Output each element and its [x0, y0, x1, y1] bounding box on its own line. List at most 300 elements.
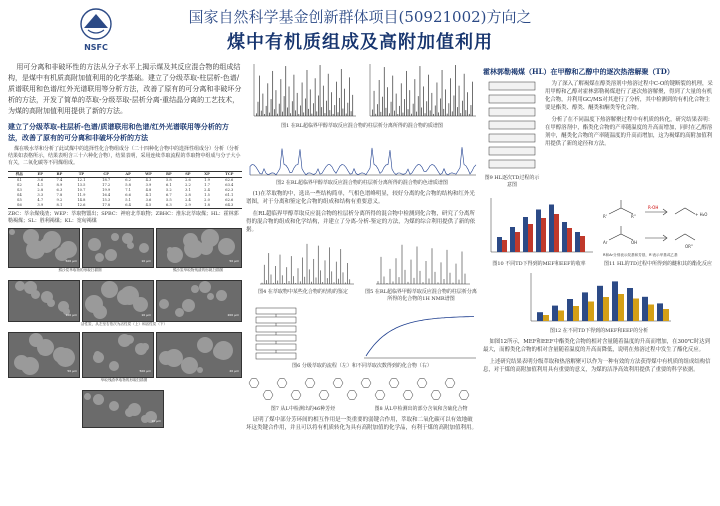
spectrum-peak — [287, 107, 288, 116]
table-cell: 12.6 — [69, 203, 94, 209]
spectrum-peak — [318, 96, 319, 116]
table-cell: 7.4 — [56, 178, 63, 182]
spectrum-peak — [330, 110, 331, 116]
spectrum-peak — [425, 113, 426, 116]
hexagon-ring — [431, 391, 441, 400]
spectrum-peak — [466, 110, 467, 116]
flow-box — [256, 335, 296, 341]
fig9-step-box — [489, 147, 535, 155]
spectrum-peak — [321, 107, 322, 116]
chem-label-oh: OH — [631, 240, 638, 245]
spectrum-peak — [302, 82, 303, 116]
fig10-bar-mef — [562, 222, 567, 252]
sem-particle — [9, 229, 15, 235]
spectrum-peak — [351, 111, 352, 116]
table-cell: S3 — [16, 188, 22, 192]
fig9-flow-diagram — [483, 80, 541, 172]
chem-label-h2o: + H₂O — [695, 212, 708, 217]
fig12-bar-a — [537, 312, 543, 321]
spectrum-peak — [381, 112, 382, 116]
right-text3: 如图12所示，MEF和EEF中酯类化合物的相对含量随着温度的升高而增加，在300℃时达到最大，而醇类化合物的相对含量随着温度的升高而降低，说明在热溶过程中发生了酯化反应。 — [483, 339, 710, 353]
sem-particle — [199, 281, 211, 293]
fig3b-nmr — [372, 238, 472, 288]
spectrum-peak — [394, 111, 395, 116]
table-cell: 6.3 — [159, 203, 178, 209]
fig12-bar-a — [567, 299, 573, 321]
table-cell: 4.1 — [37, 183, 44, 187]
spectrum-peak — [440, 99, 441, 116]
fig12-bar-a — [582, 292, 588, 321]
table-cell: 10.7 — [77, 188, 86, 192]
table-cell: 62.6 — [225, 178, 234, 182]
sem-particle — [175, 308, 184, 317]
sem-particle — [15, 281, 25, 291]
fig12-bar-a — [597, 286, 603, 321]
hexagon-ring — [291, 391, 301, 400]
flow-box — [256, 317, 296, 323]
right-text1-wrap — [545, 80, 715, 152]
sem-particle — [181, 357, 198, 374]
spectrum-peak — [377, 104, 378, 116]
fig10-bar-mef — [523, 217, 528, 252]
right-text1: 为了深入了解褐煤在醇类溶剂中热溶过程中C-O的键断裂的机理，采用甲醇和乙醇对霍林郭勒褐煤进行了逐次热溶解聚，得到了大量的有机化合物，并利用GC/MS对其进行了分析，其中检测到的有机化合物主要是酯类、醇类、醚类和酮类等化合物。 — [545, 81, 713, 111]
fig9-step-box — [489, 134, 535, 142]
chem-label-r1: R' — [603, 214, 607, 219]
section-title-left: 建立了分级萃取-柱层析-色谱/质谱联用和色谱/红外光谱联用等分析的方法，改善了原有的可分离和非破坏分析的方法 — [8, 122, 229, 142]
fig12-bar-chart — [523, 271, 673, 325]
spectrum-peak — [289, 86, 290, 116]
table-cell: 5.8 — [165, 178, 172, 182]
fig10-11-captions — [483, 260, 715, 271]
sem-scale-label: 10 μm — [151, 419, 161, 423]
table-header-cell: EP — [31, 172, 50, 178]
sem-particle — [95, 253, 104, 262]
fig12-bar-a — [627, 288, 633, 321]
table-cell: 8.1 — [50, 203, 69, 209]
table-cell: 6.4 — [119, 203, 138, 209]
table-cell: 5.5 — [165, 198, 172, 202]
sem-particle — [101, 281, 118, 298]
spectrum-peak — [403, 113, 404, 116]
sem-particle — [139, 243, 149, 253]
spectrum-peak — [305, 99, 306, 116]
spectrum-peak — [372, 110, 373, 116]
sem-particle — [167, 247, 183, 263]
spectrum-peak — [297, 93, 298, 116]
sem-particle — [109, 361, 119, 371]
fig12-caption: 图12 在不同TD下得到的MEF和EEF的分析 — [549, 328, 649, 334]
spectrum-peak — [387, 87, 388, 116]
fig6-row — [246, 306, 478, 362]
sem-image — [82, 280, 154, 322]
spectrum-peak — [315, 78, 316, 116]
fig10-caption: 图10 不同TD下得到的MEF和EEF的收率 — [492, 261, 586, 267]
fig9-step-box — [489, 95, 535, 103]
spectrum-peak — [352, 95, 353, 116]
sem-particle — [93, 394, 104, 405]
sem-scale-label: 100 μm — [65, 313, 77, 317]
sem-particle — [125, 408, 134, 417]
column-right — [483, 62, 715, 378]
table-cell: 1.5 — [204, 193, 210, 197]
fig6-flowchart — [246, 306, 478, 362]
table-cell: 62.6 — [225, 198, 234, 202]
fig4-5-captions — [246, 288, 478, 306]
sem-image — [8, 280, 80, 322]
sem-particle — [199, 241, 213, 255]
spectrum-peak — [415, 79, 416, 116]
poster-subtitle: 煤中有机质组成及高附加值利用 — [227, 32, 493, 53]
sem-particle — [133, 297, 148, 312]
spectrum-peak — [298, 114, 299, 116]
table-cell: 18.7 — [102, 178, 111, 182]
spectrum-peak — [374, 91, 375, 116]
spectrum-peak — [437, 82, 438, 116]
fig12-bar-a — [612, 281, 618, 321]
sem-particle — [14, 355, 29, 370]
table-cell: 7.1 — [125, 188, 131, 192]
middle-text1: (1)在萃取物的中，选出一些结构简单，气相色谱峰明显，较好分离的化合物的结构和红外光谱图，对于分离和鉴定化合物的组成和结构有重要意义。 — [246, 191, 475, 205]
table-cell: 5.1 — [125, 198, 131, 202]
spectrum-peak — [347, 103, 348, 116]
sem-particle — [213, 344, 228, 359]
spectrum-peak — [300, 105, 301, 116]
table-cell: 5.8 — [125, 183, 131, 187]
spectrum-peak — [432, 93, 433, 116]
table-cell: 3.3 — [37, 193, 44, 197]
table-cell: 6.7 — [165, 193, 172, 197]
sem-image — [82, 332, 154, 378]
spectrum-peak — [256, 113, 257, 116]
spectrum-peak — [308, 109, 309, 116]
spectrum-peak — [331, 92, 332, 116]
spectrum-peak — [258, 102, 259, 116]
sem-caption: 活性炭，从左至右依次为活性炭（上）和活性炭（下） — [80, 322, 168, 326]
spectrum-peak — [423, 86, 424, 116]
fig12-bar-a — [657, 303, 663, 321]
spectrum-peak — [307, 70, 308, 116]
spectrum-peak — [386, 108, 387, 116]
sem-particle — [141, 343, 149, 351]
table-cell: S1 — [16, 178, 22, 182]
hexagon-ring — [333, 379, 343, 388]
sem-particle — [141, 415, 149, 423]
table-cell: 1.7 — [204, 183, 210, 187]
sem-particle — [159, 351, 173, 365]
fig10-bar-eef — [515, 232, 520, 252]
sem-image — [82, 228, 154, 268]
hexagon-ring — [305, 379, 315, 388]
sem-image — [82, 390, 164, 428]
table-cell: 11.9 — [77, 193, 86, 197]
sem-scale-label: 50 μm — [229, 259, 239, 263]
table-header-cell: TCP — [217, 172, 242, 178]
right-text2: 分析了在不同温度下热溶解聚过程中有机质的转化，研究结果表明：在甲醇溶剂中，酯类化合物的产率随温度的升高而增加，同时在乙醇溶剂中，醚类化合物的产率随温度的升高而增加，这为褐煤的高附加值利用提供了新的途径和方法。 — [545, 117, 714, 147]
table-cell: 3.9 — [145, 183, 152, 187]
table-cell: 17.8 — [94, 203, 119, 209]
spectrum-peak — [333, 114, 334, 116]
fig12-bar-b — [648, 305, 654, 322]
spectrum-peak — [281, 79, 282, 116]
table-cell: S5 — [16, 198, 22, 202]
fig10-bar-mef — [536, 210, 541, 253]
fig6-curve — [366, 317, 474, 357]
table-cell: 4.5 — [138, 203, 160, 209]
spectrum-peak — [336, 82, 337, 116]
fig12-bar-b — [543, 315, 549, 321]
spectrum-peak — [349, 77, 350, 116]
fig9-block — [483, 80, 715, 196]
spectrum-peak — [344, 89, 345, 116]
spectrum-peak — [416, 112, 417, 116]
table-cell: 2.4 — [204, 188, 210, 192]
fig9-caption: 图9 HL逐次TD过程的示意图 — [484, 175, 540, 188]
sem-scale-label: 500 μm — [139, 369, 151, 373]
middle-text3: 证明了煤中部分芳环间的相互作用是一类重要的弱键合作用，萃取和二氧化碳可以有效地破坏这类键合作用，并且可以将有机质转化为具有高附加值的化学品，有利于煤的高附加值利用。 — [246, 417, 478, 431]
sem-particle — [39, 238, 54, 253]
table-cell: 13.5 — [77, 183, 86, 187]
spectrum-peak — [384, 67, 385, 116]
spectrum-peak — [426, 101, 427, 116]
fig9-step-box — [489, 108, 535, 116]
spectrum-peak — [411, 114, 412, 116]
sem-image — [156, 332, 242, 378]
hexagon-ring — [417, 379, 427, 388]
spectrum-peak — [392, 76, 393, 116]
fig10-bar-mef — [510, 227, 515, 252]
flow-box — [256, 308, 296, 314]
chem-label-or: OR'' — [685, 244, 694, 249]
table-header-cell: RP — [159, 172, 178, 178]
column-middle — [246, 62, 478, 436]
spectrum-peak — [323, 86, 324, 116]
sem-caption: 熊沙炭萃取物的形貌扫描图 — [58, 268, 102, 272]
spectrum-peak — [399, 106, 400, 116]
table-cell: 6.1 — [165, 183, 172, 187]
sem-scale-label: 20 μm — [229, 369, 239, 373]
spectrum-peak — [454, 96, 455, 116]
table-cell: 2.2 — [185, 183, 191, 187]
spectrum-peak — [421, 107, 422, 116]
spectrum-peak — [282, 112, 283, 116]
fig3-row — [246, 238, 478, 288]
fig7-8-captions — [246, 405, 478, 416]
spectrum-peak — [267, 83, 268, 116]
fig1b-bar-spectrum — [362, 62, 478, 122]
fig12-bar-a — [552, 306, 558, 321]
hexagon-ring — [389, 379, 399, 388]
poster-title: 国家自然科学基金创新群体项目(50921002)方向之 — [188, 8, 532, 26]
spectrum-peak — [343, 109, 344, 116]
table-cell: 64.3 — [217, 203, 242, 209]
table-cell: 15.3 — [102, 198, 111, 202]
logo-text: NSFC — [84, 43, 108, 52]
sem-particle — [29, 333, 43, 347]
hexagon-ring — [459, 391, 469, 400]
sem-figure-grid — [8, 228, 242, 430]
middle-text2: 在RL超临界甲醇萃取反应混合物的柱层析分离所得的混合物中检测到化合物，研究了分离所得的混合物的组成和化学结构，并建立了分离-分析-鉴定的方法，为煤的综合利用提供了新的依据。 — [246, 211, 476, 233]
sem-particle — [53, 347, 69, 363]
sem-particle — [93, 305, 107, 319]
spectrum-peak — [312, 114, 313, 116]
hexagon-ring — [375, 391, 385, 400]
sem-scale-label: 200 μm — [227, 313, 239, 317]
fig4-caption: 图4 在萃取物中某些化合物的结构的鉴定 — [258, 289, 348, 295]
sem-scale-label: 10 μm — [141, 259, 151, 263]
sem-particle — [218, 238, 235, 255]
spectrum-peak — [445, 89, 446, 116]
fig12-bar-a — [642, 297, 648, 321]
table-cell: 3.9 — [31, 203, 50, 209]
table-cell: 2.8 — [185, 193, 191, 197]
spectrum-peak — [266, 106, 267, 116]
table-cell: 17.2 — [102, 183, 111, 187]
sem-image — [156, 280, 242, 322]
spectrum-peak — [328, 74, 329, 116]
fig10-bar-eef — [580, 236, 585, 252]
spectrum-peak — [435, 105, 436, 116]
spectrum-peak — [398, 114, 399, 116]
fig10-bar-mef — [575, 232, 580, 252]
spectrum-peak — [404, 99, 405, 116]
table-cell: 4.1 — [145, 193, 152, 197]
sem-caption: 熊沙炭萃取物残渣的形貌扫描图 — [172, 268, 224, 272]
spectrum-peak — [413, 104, 414, 116]
fig1-row — [246, 62, 478, 122]
spectrum-peak — [320, 65, 321, 116]
table-cell: 61.1 — [225, 193, 234, 197]
spectrum-peak — [261, 111, 262, 116]
table-cell: 2.9 — [178, 203, 197, 209]
fig1-caption: 图1 在RL超临界甲醇萃取反应混合物的柱层析分离所得的混合物的质谱图 — [281, 123, 443, 129]
sem-particle — [117, 289, 133, 305]
fig10-bar-eef — [541, 218, 546, 252]
table-cell: S2 — [16, 183, 22, 187]
spectrum-peak — [375, 114, 376, 116]
sem-particle — [127, 242, 134, 249]
table-cell: 12.1 — [77, 178, 86, 182]
spectrum-peak — [285, 66, 286, 116]
spectrum-peak — [418, 96, 419, 116]
hexagon-ring — [445, 379, 455, 388]
spectrum-peak — [462, 101, 463, 116]
hexagon-ring — [263, 391, 273, 400]
fig12-bar-b — [573, 306, 579, 321]
spectrum-peak — [303, 112, 304, 116]
hexagon-ring — [319, 391, 329, 400]
table-row — [8, 203, 242, 209]
fig8-caption: 图8 从L中检测出的部分含氧和含硫化合物 — [374, 406, 468, 412]
spectrum-peak — [389, 113, 390, 116]
spectrum-peak — [269, 113, 270, 116]
table-cell: 1.9 — [204, 178, 210, 182]
spectrum-peak — [443, 109, 444, 116]
table-cell: 2.0 — [204, 198, 210, 202]
table-header-cell: BP — [50, 172, 69, 178]
hexagon-ring — [277, 379, 287, 388]
hexagon-ring — [361, 379, 371, 388]
sem-particle — [183, 233, 198, 248]
spectrum-peak — [460, 113, 461, 116]
spectrum-peak — [420, 66, 421, 116]
table-header-cell: TP — [69, 172, 94, 178]
fig12-bar-b — [588, 302, 594, 322]
spectrum-peak — [464, 74, 465, 116]
sem-particle — [88, 238, 101, 251]
sem-particle — [84, 393, 91, 400]
spectrum-peak — [294, 75, 295, 116]
table-cell: 14.8 — [77, 198, 86, 202]
table-cell: 4.3 — [145, 178, 152, 182]
spectrum-peak — [452, 111, 453, 116]
spectrum-peak — [326, 101, 327, 116]
spectrum-peak — [263, 94, 264, 116]
table-header-cell: XP — [197, 172, 216, 178]
table-cell: 5.2 — [165, 188, 172, 192]
spectrum-peak — [428, 75, 429, 116]
spectrum-peak — [442, 70, 443, 116]
spectrum-peak — [438, 112, 439, 116]
table-cell: 9.2 — [56, 198, 63, 202]
fig9-step-box — [489, 121, 535, 129]
spectrum-peak — [379, 80, 380, 116]
fig7-8-row — [246, 373, 478, 405]
fig10-bar-eef — [502, 240, 507, 252]
table-cell: 63.4 — [225, 183, 234, 187]
sem-image — [156, 228, 242, 268]
flow-box — [256, 344, 296, 350]
sem-particle — [125, 335, 134, 344]
hexagon-ring — [347, 391, 357, 400]
table-header-cell: WP — [138, 172, 160, 178]
fig12-block — [483, 271, 715, 327]
sem-particle — [105, 249, 117, 261]
spectrum-peak — [271, 99, 272, 116]
spectrum-peak — [449, 103, 450, 116]
section-title-right: 霍林郭勒褐煤（HL）在甲醇和乙醇中的逐次热溶解聚（TD） — [483, 67, 674, 76]
flow-box — [256, 326, 296, 332]
spectrum-peak — [467, 92, 468, 116]
spectrum-peak — [455, 65, 456, 116]
sem-particle — [111, 233, 119, 241]
spectrum-peak — [284, 96, 285, 116]
spectrum-peak — [457, 107, 458, 116]
table-cell: 2.4 — [185, 198, 191, 202]
fig11-reaction-scheme — [601, 196, 715, 258]
table-cell: 2.8 — [37, 188, 44, 192]
fig2-caption: 图2 在RL超临界甲醇萃取反应混合物的柱层析分离所得的混合物的色谱质谱图 — [276, 180, 448, 186]
spectrum-peak — [341, 69, 342, 116]
spectrum-peak — [469, 114, 470, 116]
sem-particle — [159, 299, 169, 309]
table-cell: 62.3 — [225, 188, 234, 192]
hexagon-ring — [403, 391, 413, 400]
spectrum-peak — [391, 102, 392, 116]
table-cell: 4.7 — [37, 198, 44, 202]
spectrum-peak — [259, 76, 260, 116]
fig12-bar-b — [603, 297, 609, 321]
intro-paragraph: 用可分离和非破坏性的方法从分子水平上揭示煤及其反应混合物的组成结构，是煤中有机质高附加值利用的化学基础。建立了分级萃取-柱层析-色谱/质谱联用和色谱/红外光谱联用等分析方法，改善了原有的可分离和非破坏分析的方法，开发了简单的萃取-分级萃取-层析分离-重结晶分离的工艺技术，为煤的高附加值利用提供了新的方法。 — [8, 63, 242, 115]
table-header-cell: SP — [178, 172, 197, 178]
sem-particle — [197, 367, 203, 373]
fig7-8-structures — [246, 373, 478, 405]
table-cell: 3.1 — [185, 188, 191, 192]
table-cell: 3.6 — [37, 178, 44, 182]
table-cell: 6.6 — [125, 193, 131, 197]
column-left — [8, 62, 242, 430]
spectrum-peak — [430, 110, 431, 116]
table-cell: 7.8 — [56, 193, 63, 197]
